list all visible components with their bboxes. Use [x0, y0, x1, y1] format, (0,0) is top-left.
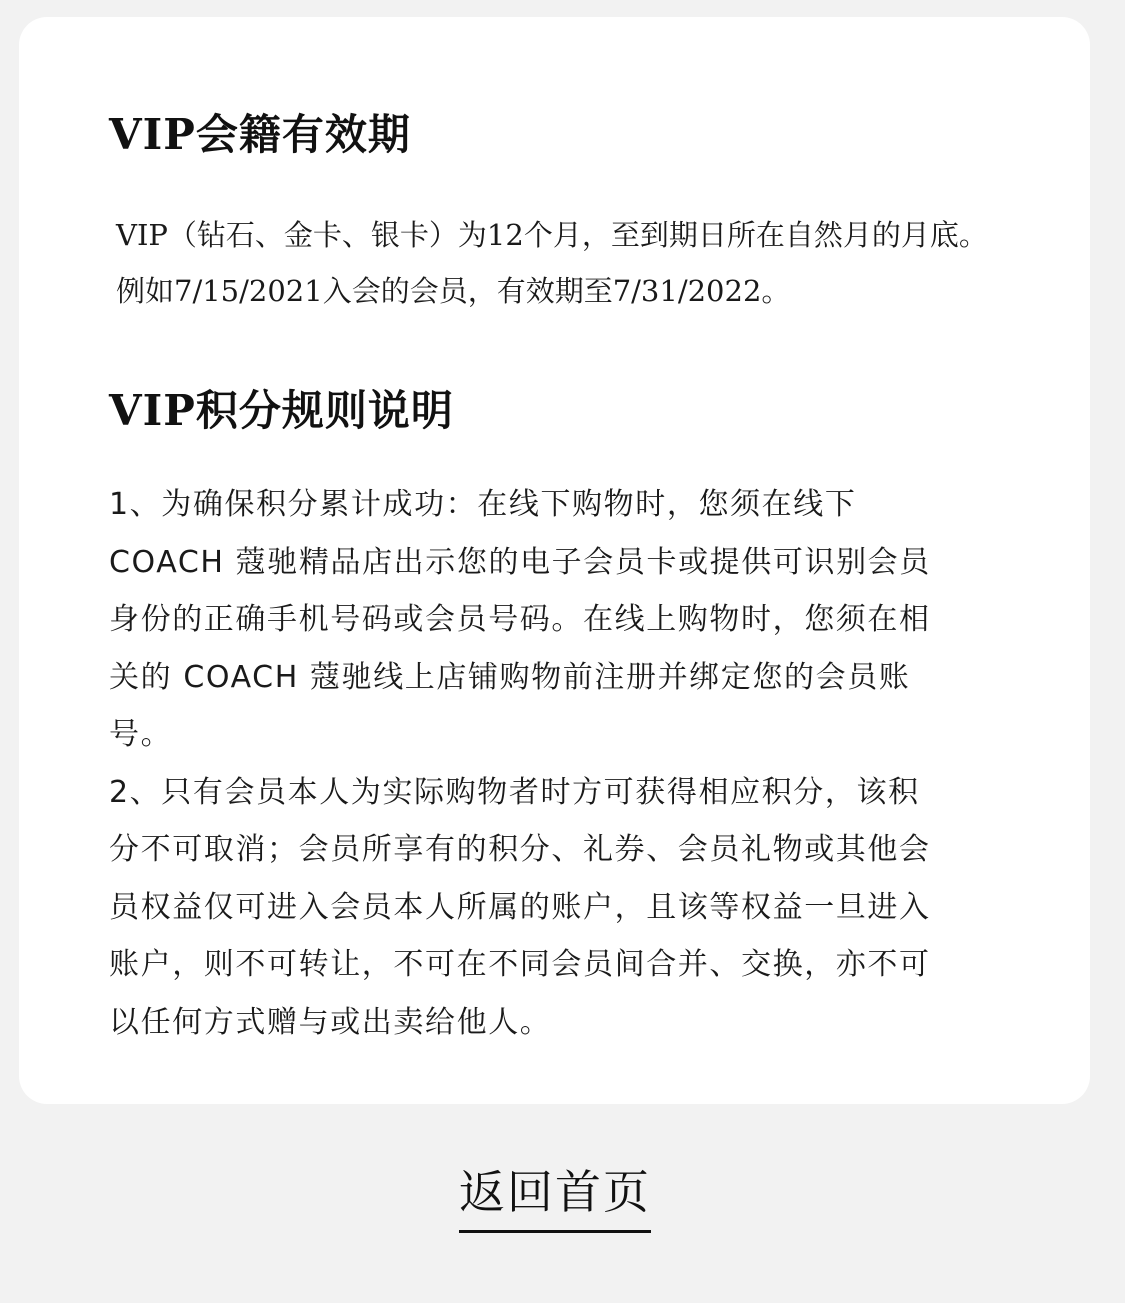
rule-line: 身份的正确手机号码或会员号码。在线上购物时，您须在相	[109, 602, 931, 637]
rule-line: 关的 COACH 蔻驰线上店铺购物前注册并绑定您的会员账	[109, 659, 911, 695]
rule-line: 2、只有会员本人为实际购物者时方可获得相应积分，该积	[109, 774, 920, 810]
validity-line: VIP（钻石、金卡、银卡）为12个月，至到期日所在自然月的月底。	[116, 218, 988, 252]
validity-line: 例如7/15/2021入会的会员，有效期至7/31/2022。	[116, 274, 791, 308]
rule-line: 以任何方式赠与或出卖给他人。	[109, 1004, 552, 1040]
rules-card	[19, 17, 1090, 1104]
points-rules-title: VIP积分规则说明	[109, 386, 454, 435]
validity-description	[116, 207, 1076, 319]
return-home-link[interactable]: 返回首页	[459, 1160, 651, 1233]
rule-line: 员权益仅可进入会员本人所属的账户，且该等权益一旦进入	[109, 889, 931, 925]
rule-line: 分不可取消；会员所享有的积分、礼券、会员礼物或其他会	[109, 832, 931, 867]
rule-line: 号。	[109, 717, 173, 752]
validity-title: VIP会籍有效期	[109, 110, 411, 159]
points-rules-text	[109, 476, 1039, 1051]
rule-line: 1、为确保积分累计成功：在线下购物时，您须在线下	[109, 487, 857, 522]
rule-line: COACH 蔻驰精品店出示您的电子会员卡或提供可识别会员	[109, 544, 931, 580]
rule-line: 账户，则不可转让，不可在不同会员间合并、交换，亦不可	[109, 947, 931, 982]
